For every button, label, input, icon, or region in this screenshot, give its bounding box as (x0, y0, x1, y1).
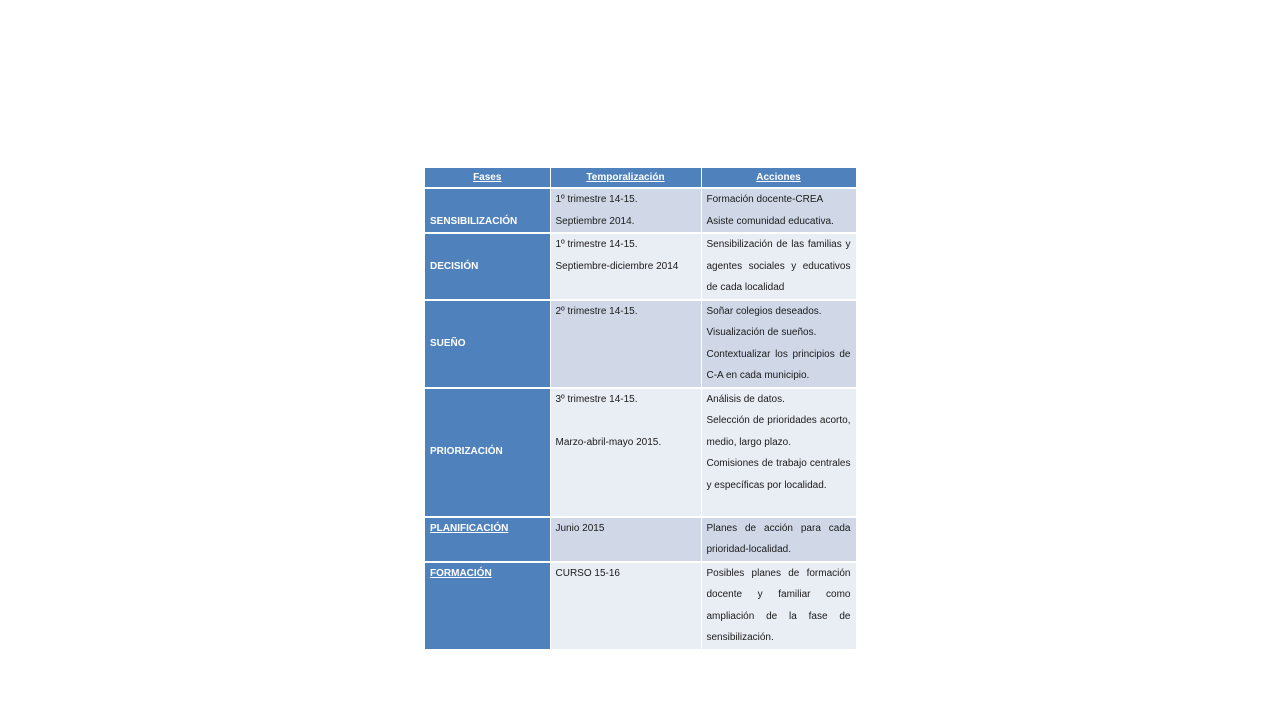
timing-line: Septiembre 2014. (555, 215, 635, 227)
timing-line: 1º trimestre 14-15. (555, 239, 638, 250)
table-row (425, 388, 856, 517)
actions-cell (701, 233, 856, 300)
table-row (425, 188, 856, 233)
actions-cell (701, 562, 856, 650)
timing-line: CURSO 15-16 (555, 567, 620, 579)
actions-cell (701, 517, 856, 562)
actions-cell (701, 388, 856, 517)
timing-cell (550, 517, 701, 562)
header-acciones: Acciones (701, 168, 856, 188)
table-row (425, 233, 856, 300)
phase-label: FORMACIÓN (430, 567, 492, 579)
action-line: Comisiones de trabajo centrales y específicas por localidad. (706, 458, 851, 491)
timing-line: 2º trimestre 14-15. (555, 305, 638, 317)
timing-cell (550, 233, 701, 300)
phase-cell (425, 517, 550, 562)
phase-cell: DECISIÓN (425, 233, 550, 300)
phase-label: PLANIFICACIÓN (430, 522, 509, 534)
action-line: Contextualizar los principios de C-A en cada municipio. (706, 348, 851, 381)
header-temporalizacion: Temporalización (550, 168, 701, 188)
timing-line: 3º trimestre 14-15. (555, 393, 638, 405)
timing-line: Septiembre-diciembre 2014 (555, 260, 679, 272)
action-line: Planes de acción para cada prioridad-localidad. (706, 522, 851, 555)
table-row (425, 562, 856, 650)
timing-cell (550, 300, 701, 388)
phases-table (425, 168, 857, 651)
timing-line: 1º trimestre 14-15. (555, 194, 638, 205)
actions-cell (701, 300, 856, 388)
phase-cell: SUEÑO (425, 300, 550, 388)
timing-line (556, 410, 696, 432)
action-line: Sensibilización de las familias y agentes sociales y educativos de cada localidad (706, 239, 851, 293)
table-header-row (425, 168, 856, 188)
action-line: Asiste comunidad educativa. (706, 215, 834, 227)
action-line: Análisis de datos. (706, 393, 785, 405)
phase-cell: PRIORIZACIÓN (425, 388, 550, 517)
timing-cell (550, 188, 701, 233)
table-row (425, 517, 856, 562)
action-line: Formación docente-CREA (706, 194, 824, 205)
action-line: Soñar colegios deseados. (706, 305, 822, 317)
timing-cell (550, 562, 701, 650)
timing-line: Marzo-abril-mayo 2015. (555, 436, 662, 448)
phase-cell: SENSIBILIZACIÓN (425, 188, 550, 233)
action-line: Posibles planes de formación docente y familiar como ampliación de la fase de sensibilización. (706, 567, 851, 643)
action-line: Selección de prioridades acorto, medio, largo plazo. (706, 415, 851, 448)
actions-cell (701, 188, 856, 233)
header-fases: Fases (425, 168, 550, 188)
timing-line: Junio 2015 (555, 522, 605, 534)
timing-cell (550, 388, 701, 517)
action-line: Visualización de sueños. (706, 327, 817, 338)
table-row (425, 300, 856, 388)
phase-cell (425, 562, 550, 650)
